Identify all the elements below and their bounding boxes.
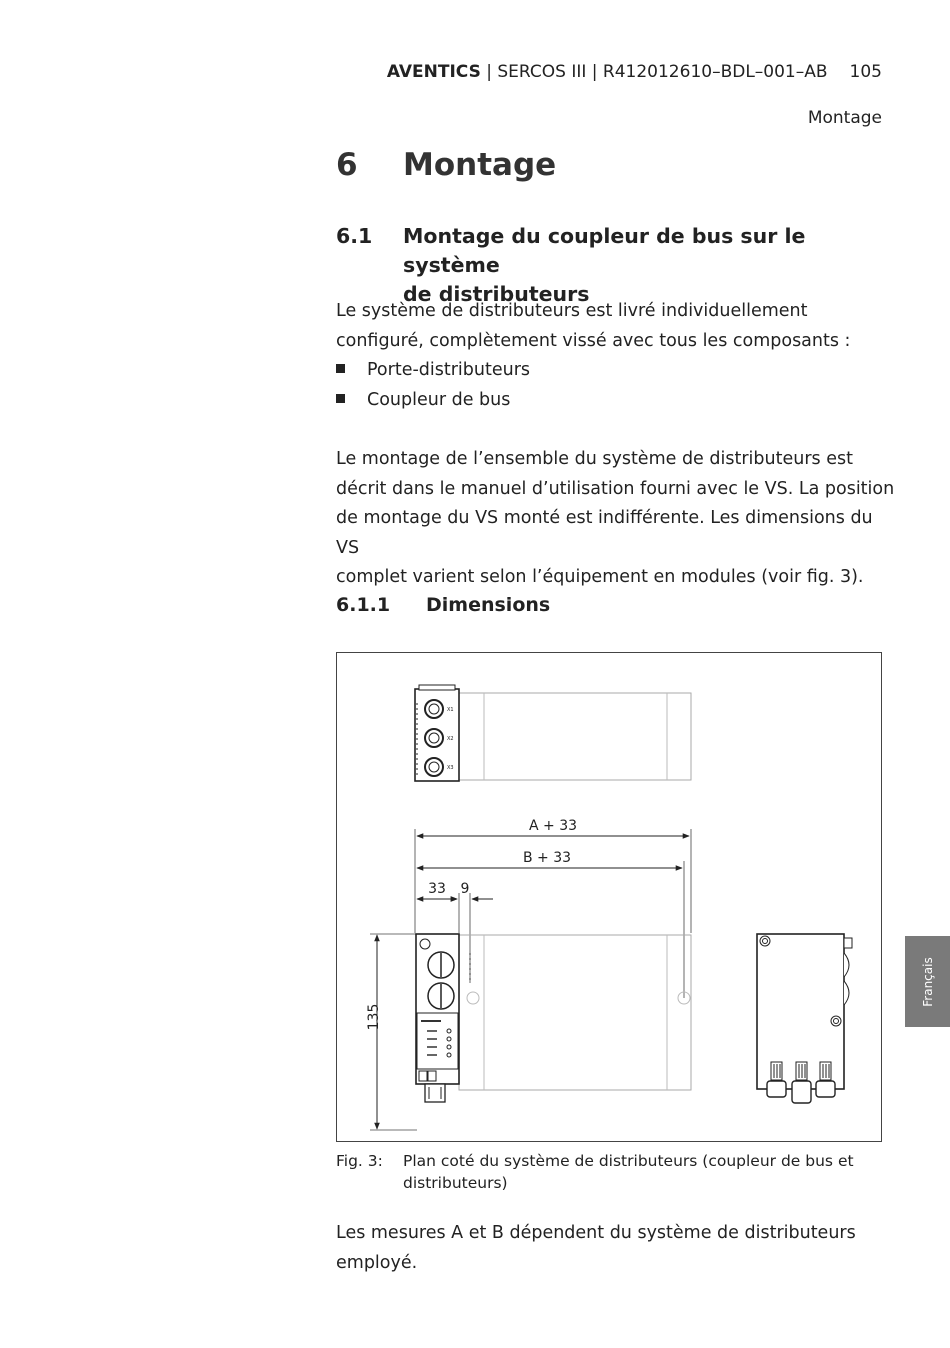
header-doc-id: | SERCOS III | R412012610–BDL–001–AB: [480, 62, 828, 82]
label-x1: X1: [447, 707, 454, 713]
front-view: [416, 934, 691, 1102]
side-view: [757, 934, 852, 1103]
subsection-title: Dimensions: [426, 594, 551, 616]
dim-b-label: B + 33: [522, 850, 572, 866]
intro-line1: Le système de distributeurs est livré individuellement: [336, 301, 808, 321]
closing-line1: Les mesures A et B dépendent du système de distributeurs: [336, 1223, 856, 1243]
chapter-number: 6: [336, 147, 358, 183]
figure-frame: [336, 652, 882, 1142]
header-brand: AVENTICS: [386, 62, 481, 82]
closing-line2: employé.: [336, 1252, 418, 1273]
section-title: [403, 222, 903, 309]
caption-label: Fig. 3:: [336, 1152, 383, 1170]
bullet-square-icon: [336, 394, 345, 403]
section-title-line2: de distributeurs: [403, 282, 590, 306]
list-item: [336, 386, 510, 416]
closing-paragraph: [336, 1219, 896, 1278]
chapter-heading: [336, 147, 556, 183]
para-line: de montage du VS monté est indifférente. Les dimensions du VS: [336, 508, 873, 558]
section-title-line1: Montage du coupleur de bus sur le système: [403, 224, 806, 277]
bullet-square-icon: [336, 364, 345, 373]
intro-paragraph: [336, 297, 896, 356]
dimension-lines: [366, 818, 691, 1130]
label-x2: X2: [447, 736, 454, 742]
top-view: [415, 685, 691, 781]
page-number: 105: [849, 62, 882, 82]
connector-icon: [767, 1062, 835, 1103]
label-x3: X3: [447, 765, 454, 771]
body-paragraph: [336, 445, 896, 593]
para-line: Le montage de l’ensemble du système de distributeurs est: [336, 449, 853, 469]
running-header: [387, 62, 882, 82]
header-section: Montage: [807, 108, 882, 128]
dim-33-label: 33: [428, 881, 446, 897]
dim-a-label: A + 33: [528, 818, 578, 834]
subsection-number: 6.1.1: [336, 594, 391, 616]
caption-text: Plan coté du système de distributeurs (coupleur de bus et distributeurs): [403, 1152, 854, 1192]
para-line: décrit dans le manuel d’utilisation fourni avec le VS. La position: [336, 478, 895, 499]
chapter-title: Montage: [403, 147, 557, 183]
list-item: [336, 356, 530, 386]
connector-icon: [425, 700, 443, 776]
list-item-label: Porte-distributeurs: [367, 360, 531, 380]
language-tab-label: Français: [920, 956, 935, 1007]
intro-line2: configuré, complètement vissé avec tous les composants :: [336, 330, 851, 351]
language-tab: [905, 936, 950, 1027]
dimension-drawing: [337, 653, 883, 1143]
section-number: 6.1: [336, 224, 373, 248]
list-item-label: Coupleur de bus: [367, 390, 511, 410]
para-line: complet varient selon l’équipement en modules (voir fig. 3).: [336, 567, 864, 587]
dim-9-label: 9: [460, 881, 470, 897]
dim-135-label: 135: [366, 1003, 382, 1031]
subsection-heading: [336, 594, 550, 616]
